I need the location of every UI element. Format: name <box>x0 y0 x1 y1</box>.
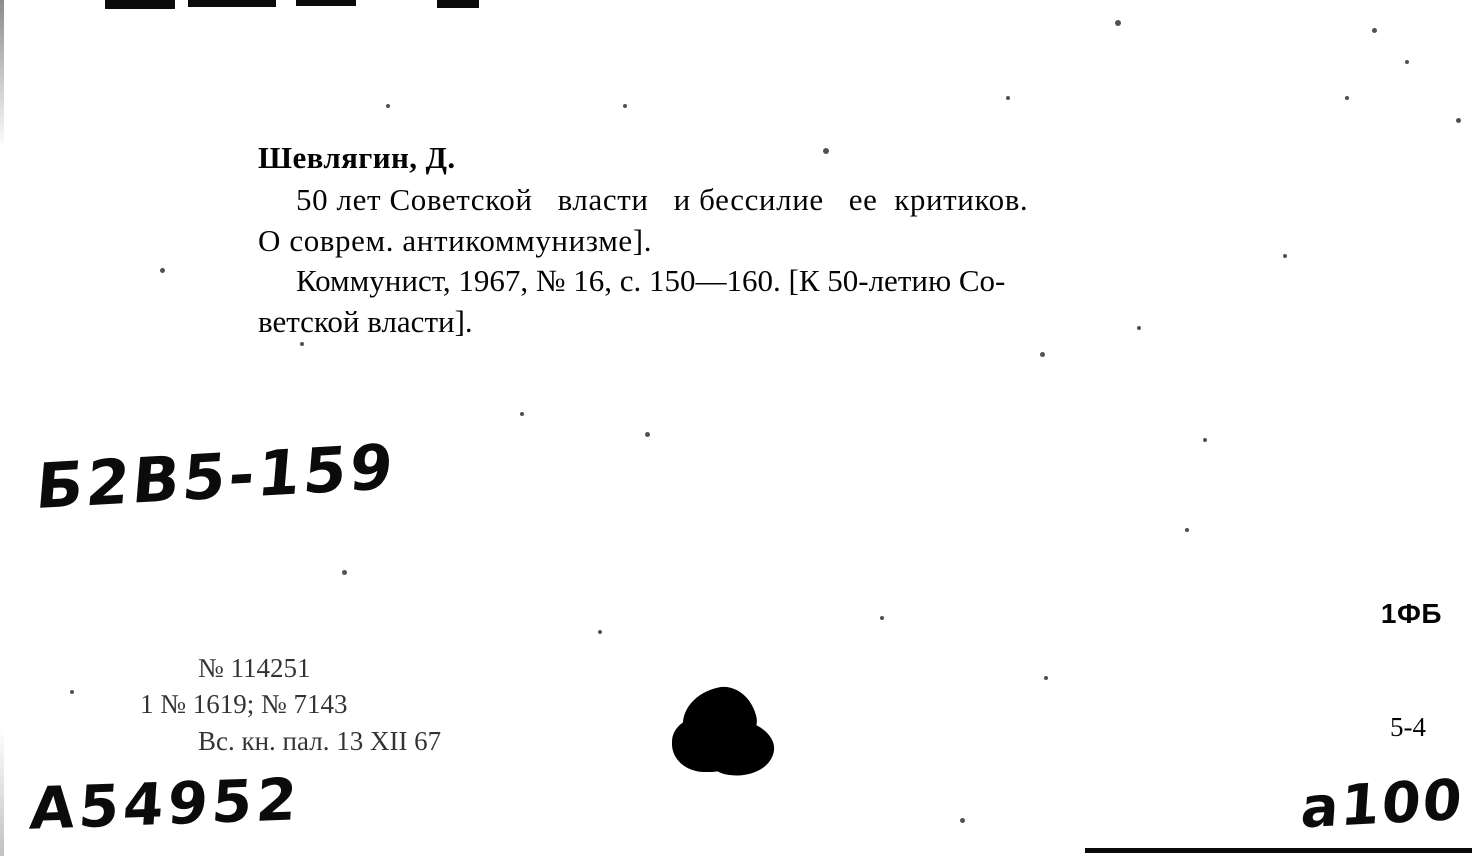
scan-speck <box>386 104 390 108</box>
scan-speck <box>1372 28 1377 33</box>
scan-speck <box>598 630 602 634</box>
registration-line-2: 1 № 1619; № 7143 <box>140 689 348 720</box>
top-edge-smudge <box>437 0 479 8</box>
scan-speck <box>623 104 627 108</box>
scan-speck <box>342 570 347 575</box>
department-label: 1ФБ <box>1380 598 1442 629</box>
scan-speck <box>880 616 884 620</box>
scan-edge-shadow <box>0 0 4 856</box>
scan-speck <box>70 690 74 694</box>
registration-stamp <box>140 650 441 759</box>
scan-speck <box>1345 96 1349 100</box>
scan-speck <box>960 818 965 823</box>
source-line-1: Коммунист, 1967, № 16, с. 150—160. [К 50-летию Со- <box>296 263 1006 299</box>
title-line-1: 50 лет Советской власти и бессилие ее критиков. <box>296 181 1029 217</box>
bottom-edge-rule <box>1085 848 1472 853</box>
bibliographic-entry <box>258 140 1448 343</box>
scan-speck <box>1456 118 1461 123</box>
handwritten-shelfmark: Б2В5-159 <box>33 429 399 524</box>
scan-speck <box>1185 528 1189 532</box>
top-edge-smudge <box>188 0 276 7</box>
top-edge-smudge <box>296 0 356 6</box>
scan-speck <box>645 432 650 437</box>
scan-speck <box>1006 96 1010 100</box>
registration-line-1: № 114251 <box>198 653 311 683</box>
handwritten-code: а100 <box>1299 767 1467 842</box>
scan-speck <box>1405 60 1409 64</box>
scan-speck <box>160 268 165 273</box>
registration-line-3: Вс. кн. пал. 13 XII 67 <box>198 725 442 756</box>
ink-blot <box>672 688 780 776</box>
scan-speck <box>1040 352 1045 357</box>
author-heading: Шевлягин, Д. <box>258 140 456 175</box>
handwritten-accession-number: А54952 <box>27 765 303 843</box>
source-line-2: ветской власти]. <box>258 304 473 340</box>
scan-speck <box>1203 438 1207 442</box>
top-edge-smudge <box>105 0 175 9</box>
scan-speck <box>1044 676 1048 680</box>
section-code: 5-4 <box>1390 712 1426 742</box>
scan-speck <box>520 412 524 416</box>
title-line-2: О соврем. антикоммунизме]. <box>258 222 653 258</box>
scan-speck <box>1115 20 1121 26</box>
